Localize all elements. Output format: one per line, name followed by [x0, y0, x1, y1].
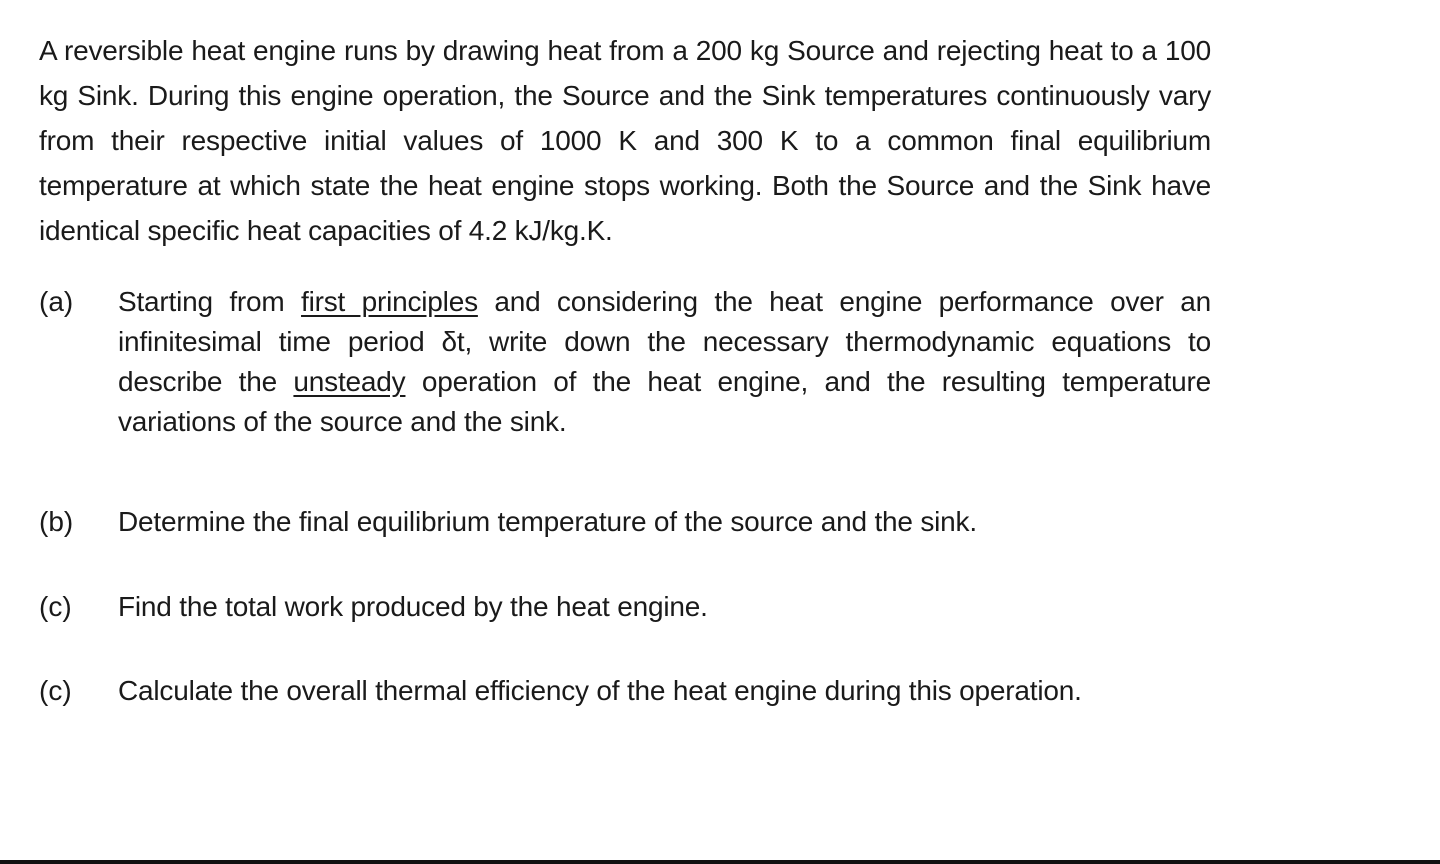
problem-statement: [39, 28, 1211, 253]
part-a-seg2: and considering the heat engine performance over an infinitesimal time period δt, write down the necessary thermodynamic equations to describe the: [118, 286, 1211, 397]
part-a-underline-unsteady: unsteady: [293, 366, 406, 397]
part-c-efficiency-text: Calculate the overall thermal efficiency of the heat engine during this operation.: [118, 675, 1082, 706]
intro-paragraph: A reversible heat engine runs by drawing heat from a 200 kg Source and rejecting heat to a 100 kg Sink. During this engine operation, the Source and the Sink temperatures continuously vary from their respective initial values of 1000 K and 300 K to a common final equilibrium temperature at which state the heat engine stops working. Both the Source and the Sink have identical specific heat capacities of 4.2 kJ/kg.K.: [39, 35, 1211, 246]
part-c-work-text: Find the total work produced by the heat engine.: [118, 591, 708, 622]
part-b-text: Determine the final equilibrium temperature of the source and the sink.: [118, 506, 977, 537]
part-a-label: (a): [39, 286, 74, 317]
part-c-efficiency-label: (c): [39, 675, 72, 706]
part-a-text: [118, 282, 1211, 442]
part-a-underline-first-principles: first principles: [301, 286, 478, 317]
question-part-b: [39, 502, 1211, 542]
question-part-c-efficiency: [39, 671, 1211, 711]
part-c-work-label: (c): [39, 591, 72, 622]
question-part-c-work: [39, 587, 1211, 627]
question-part-a: [39, 282, 1211, 442]
part-a-seg1: Starting from: [118, 286, 302, 317]
part-b-label: (b): [39, 506, 74, 537]
part-a-seg3: operation of the heat engine, and the resulting temperature variations of the source and the sink.: [118, 366, 1211, 437]
bottom-divider: [0, 860, 1440, 864]
